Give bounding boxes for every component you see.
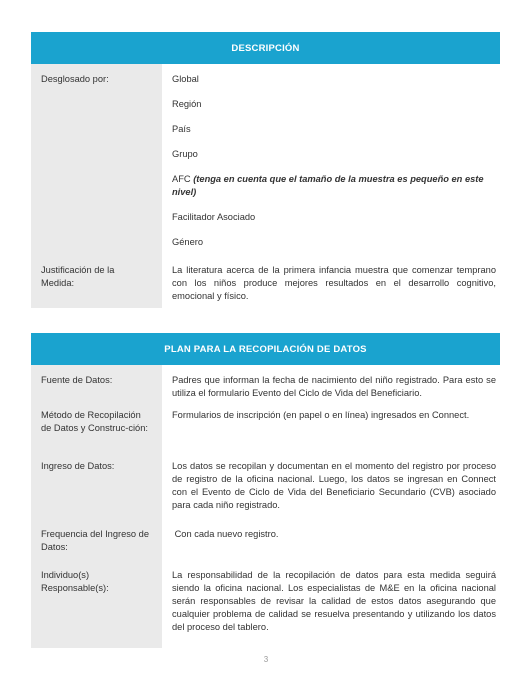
justificacion-row — [31, 258, 500, 308]
row-value: Formularios de inscripción (en papel o en línea) ingresados en Connect. — [162, 406, 500, 458]
row-label: Fuente de Datos: — [31, 365, 162, 406]
descripcion-table — [31, 32, 500, 308]
row-label: Método de Recopilación de Datos y Construc-ción: — [31, 406, 162, 458]
table-row — [31, 406, 500, 458]
row-label: Frequencia del Ingreso de Datos: — [31, 528, 162, 566]
row-value: Padres que informan la fecha de nacimiento del niño registrado. Para esto se utiliza el formulario Evento del Ciclo de Vida del Beneficiario. — [162, 365, 500, 406]
row-value: Los datos se recopilan y documentan en el momento del registro por proceso de registro de la oficina nacional. Luego, los datos se ingresan en Connect con el Evento de Ciclo de Vida del Beneficiario Secundario (CVB) asociado para cada niño registrado. — [162, 458, 500, 528]
page-number: 3 — [263, 655, 269, 664]
desglosado-values — [162, 64, 500, 258]
table-row — [31, 458, 500, 528]
desglosado-label: Desglosado por: — [31, 64, 162, 258]
table-row — [31, 528, 500, 566]
afc-note: (tenga en cuenta que el tamaño de la muestra es pequeño en este nivel) — [172, 174, 484, 198]
plan-table — [31, 333, 500, 648]
descripcion-header: DESCRIPCIÓN — [31, 32, 500, 64]
list-item-afc — [172, 173, 500, 199]
afc-prefix: AFC — [172, 174, 191, 185]
list-item: Global — [172, 74, 199, 84]
list-item: Grupo — [172, 149, 198, 160]
desglosado-row — [31, 64, 500, 258]
row-value: La responsabilidad de la recopilación de datos para esta medida seguirá siendo la oficina nacional. Los especialistas de M&E en la oficina nacional serán responsables de revisar la calidad de estos datos asegurando que cualquier problema de calidad se resuelva presentando y utilizando los datos del proceso del tablero. — [162, 566, 500, 648]
list-item: Región — [172, 99, 202, 110]
table-row — [31, 365, 500, 406]
justificacion-text: La literatura acerca de la primera infancia muestra que comenzar temprano con los niños produce mejores resultados en el desarrollo cognitivo, emocional y físico. — [162, 258, 500, 308]
table-row — [31, 566, 500, 648]
justificacion-label: Justificación de la Medida: — [31, 258, 162, 308]
row-value: Con cada nuevo registro. — [162, 528, 500, 566]
list-item: Facilitador Asociado — [172, 212, 256, 223]
plan-header: PLAN PARA LA RECOPILACIÓN DE DATOS — [31, 333, 500, 365]
row-label: Individuo(s) Responsable(s): — [31, 566, 162, 648]
list-item: Género — [172, 237, 204, 248]
row-label: Ingreso de Datos: — [31, 458, 162, 528]
list-item: País — [172, 124, 191, 135]
